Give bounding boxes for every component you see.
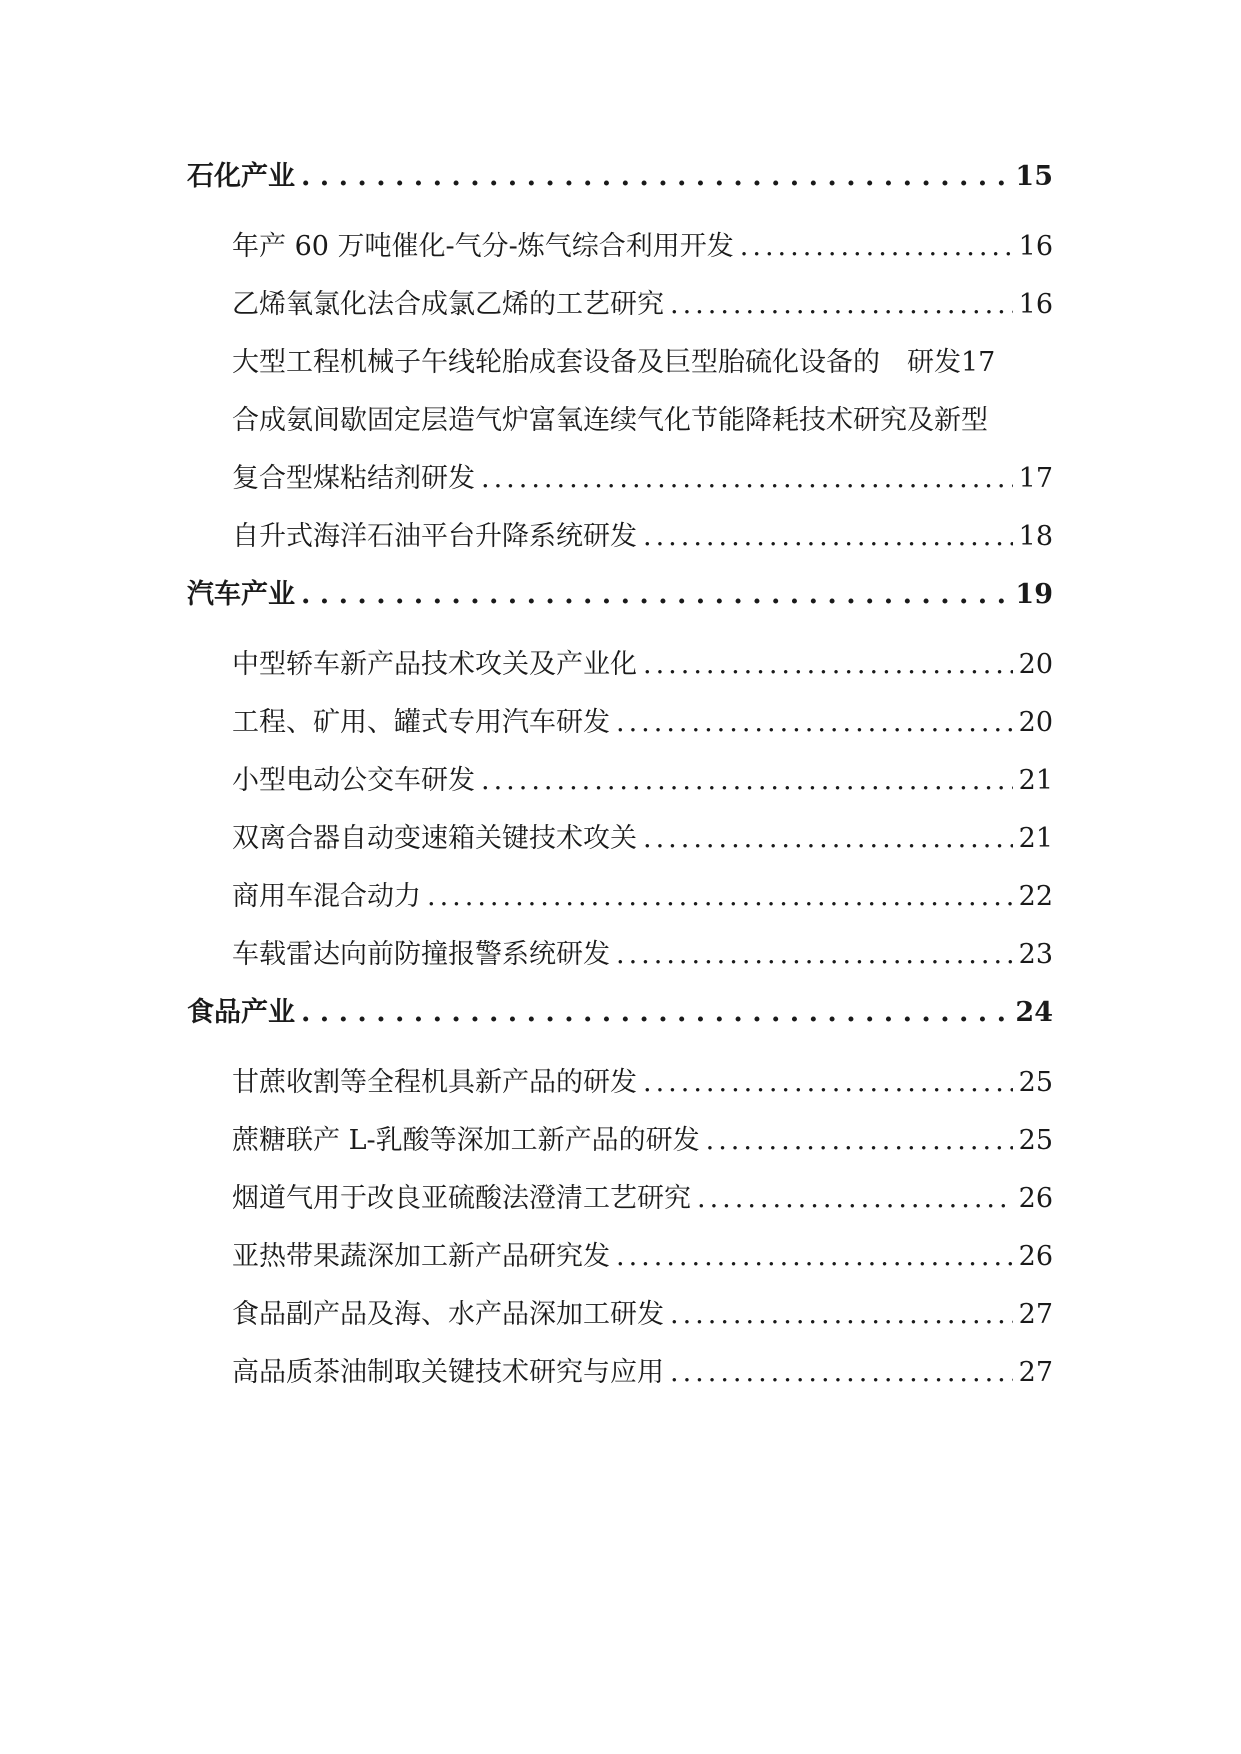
toc-item-entry[interactable] bbox=[232, 1292, 1053, 1350]
toc-page-number: 22 bbox=[1018, 881, 1053, 912]
dot-leader bbox=[481, 765, 1013, 796]
toc-item-entry[interactable] bbox=[232, 224, 1053, 282]
toc-item-entry[interactable] bbox=[232, 1234, 1053, 1292]
toc-item-entry[interactable] bbox=[232, 758, 1053, 816]
toc-page-number: 23 bbox=[1018, 939, 1053, 970]
toc-page-number: 26 bbox=[1018, 1183, 1053, 1214]
toc-item-title: 食品副产品及海、水产品深加工研发 bbox=[232, 1299, 664, 1330]
toc-item-title: 高品质茶油制取关键技术研究与应用 bbox=[232, 1357, 664, 1388]
toc-page-number: 21 bbox=[1018, 765, 1053, 796]
toc-item-title: 双离合器自动变速箱关键技术攻关 bbox=[232, 823, 637, 854]
toc-item-title: 亚热带果蔬深加工新产品研究发 bbox=[232, 1241, 610, 1272]
dot-leader bbox=[670, 1299, 1013, 1330]
toc-item-title: 中型轿车新产品技术攻关及产业化 bbox=[232, 649, 637, 680]
toc-item-title: 复合型煤粘结剂研发 bbox=[232, 463, 475, 494]
dot-leader bbox=[643, 521, 1013, 552]
toc-page-number: 25 bbox=[1018, 1067, 1053, 1098]
dot-leader bbox=[616, 939, 1013, 970]
toc-item-title: 商用车混合动力 bbox=[232, 881, 421, 912]
toc-item-entry[interactable] bbox=[232, 282, 1053, 340]
toc-page-number: 16 bbox=[1018, 231, 1053, 262]
toc-item-entry[interactable] bbox=[232, 1118, 1053, 1176]
dot-leader bbox=[643, 649, 1013, 680]
toc-section-entry[interactable] bbox=[187, 990, 1053, 1048]
toc-item-title: 合成氨间歇固定层造气炉富氧连续气化节能降耗技术研究及新型 bbox=[232, 405, 988, 436]
dot-leader bbox=[301, 997, 1009, 1028]
toc-item-title: 蔗糖联产 L-乳酸等深加工新产品的研发 bbox=[232, 1125, 700, 1156]
toc-item-title: 工程、矿用、罐式专用汽车研发 bbox=[232, 707, 610, 738]
toc-page-number: 17 bbox=[961, 347, 996, 378]
toc-item-title: 年产 60 万吨催化-气分-炼气综合利用开发 bbox=[232, 231, 734, 262]
toc-item-title: 烟道气用于改良亚硫酸法澄清工艺研究 bbox=[232, 1183, 691, 1214]
toc-item-title: 大型工程机械子午线轮胎成套设备及巨型胎硫化设备的 研发 bbox=[232, 347, 961, 378]
toc-section-title: 石化产业 bbox=[187, 161, 295, 192]
toc-item-title: 小型电动公交车研发 bbox=[232, 765, 475, 796]
dot-leader bbox=[616, 707, 1013, 738]
toc-item-entry[interactable] bbox=[232, 932, 1053, 990]
toc-section-title: 汽车产业 bbox=[187, 579, 295, 610]
dot-leader bbox=[670, 289, 1013, 320]
dot-leader bbox=[616, 1241, 1013, 1272]
toc-item-title: 车载雷达向前防撞报警系统研发 bbox=[232, 939, 610, 970]
dot-leader bbox=[697, 1183, 1013, 1214]
toc-page-number: 27 bbox=[1018, 1299, 1053, 1330]
toc-page-number: 21 bbox=[1018, 823, 1053, 854]
dot-leader bbox=[301, 579, 1009, 610]
toc-page-number: 15 bbox=[1015, 161, 1053, 192]
toc-item-entry[interactable] bbox=[232, 1060, 1053, 1118]
toc-page-number: 20 bbox=[1018, 707, 1053, 738]
dot-leader bbox=[643, 823, 1013, 854]
toc-item-title: 自升式海洋石油平台升降系统研发 bbox=[232, 521, 637, 552]
toc-section-title: 食品产业 bbox=[187, 997, 295, 1028]
toc-item-entry[interactable] bbox=[232, 1176, 1053, 1234]
dot-leader bbox=[301, 161, 1009, 192]
toc-item-entry[interactable] bbox=[232, 816, 1053, 874]
toc-item-title: 甘蔗收割等全程机具新产品的研发 bbox=[232, 1067, 637, 1098]
toc-page-number: 20 bbox=[1018, 649, 1053, 680]
toc-page-number: 16 bbox=[1018, 289, 1053, 320]
dot-leader bbox=[670, 1357, 1013, 1388]
toc-item-entry[interactable] bbox=[232, 456, 1053, 514]
table-of-contents bbox=[0, 154, 1241, 1408]
toc-page-number: 17 bbox=[1018, 463, 1053, 494]
toc-page-number: 27 bbox=[1018, 1357, 1053, 1388]
toc-page-number: 24 bbox=[1015, 997, 1053, 1028]
toc-item-title: 乙烯氧氯化法合成氯乙烯的工艺研究 bbox=[232, 289, 664, 320]
dot-leader bbox=[740, 231, 1013, 262]
dot-leader bbox=[427, 881, 1013, 912]
dot-leader bbox=[706, 1125, 1013, 1156]
toc-item-entry[interactable] bbox=[232, 642, 1053, 700]
toc-item-entry[interactable] bbox=[232, 1350, 1053, 1408]
toc-page-number: 18 bbox=[1018, 521, 1053, 552]
dot-leader bbox=[481, 463, 1013, 494]
toc-page-number: 26 bbox=[1018, 1241, 1053, 1272]
toc-item-entry[interactable] bbox=[232, 700, 1053, 758]
toc-page-number: 19 bbox=[1015, 579, 1053, 610]
dot-leader bbox=[643, 1067, 1013, 1098]
toc-item-entry[interactable] bbox=[232, 514, 1053, 572]
toc-item-entry[interactable] bbox=[232, 874, 1053, 932]
toc-item-entry[interactable] bbox=[232, 398, 1053, 456]
toc-section-entry[interactable] bbox=[187, 154, 1053, 212]
toc-item-entry[interactable] bbox=[232, 340, 1053, 398]
toc-section-entry[interactable] bbox=[187, 572, 1053, 630]
toc-page-number: 25 bbox=[1018, 1125, 1053, 1156]
